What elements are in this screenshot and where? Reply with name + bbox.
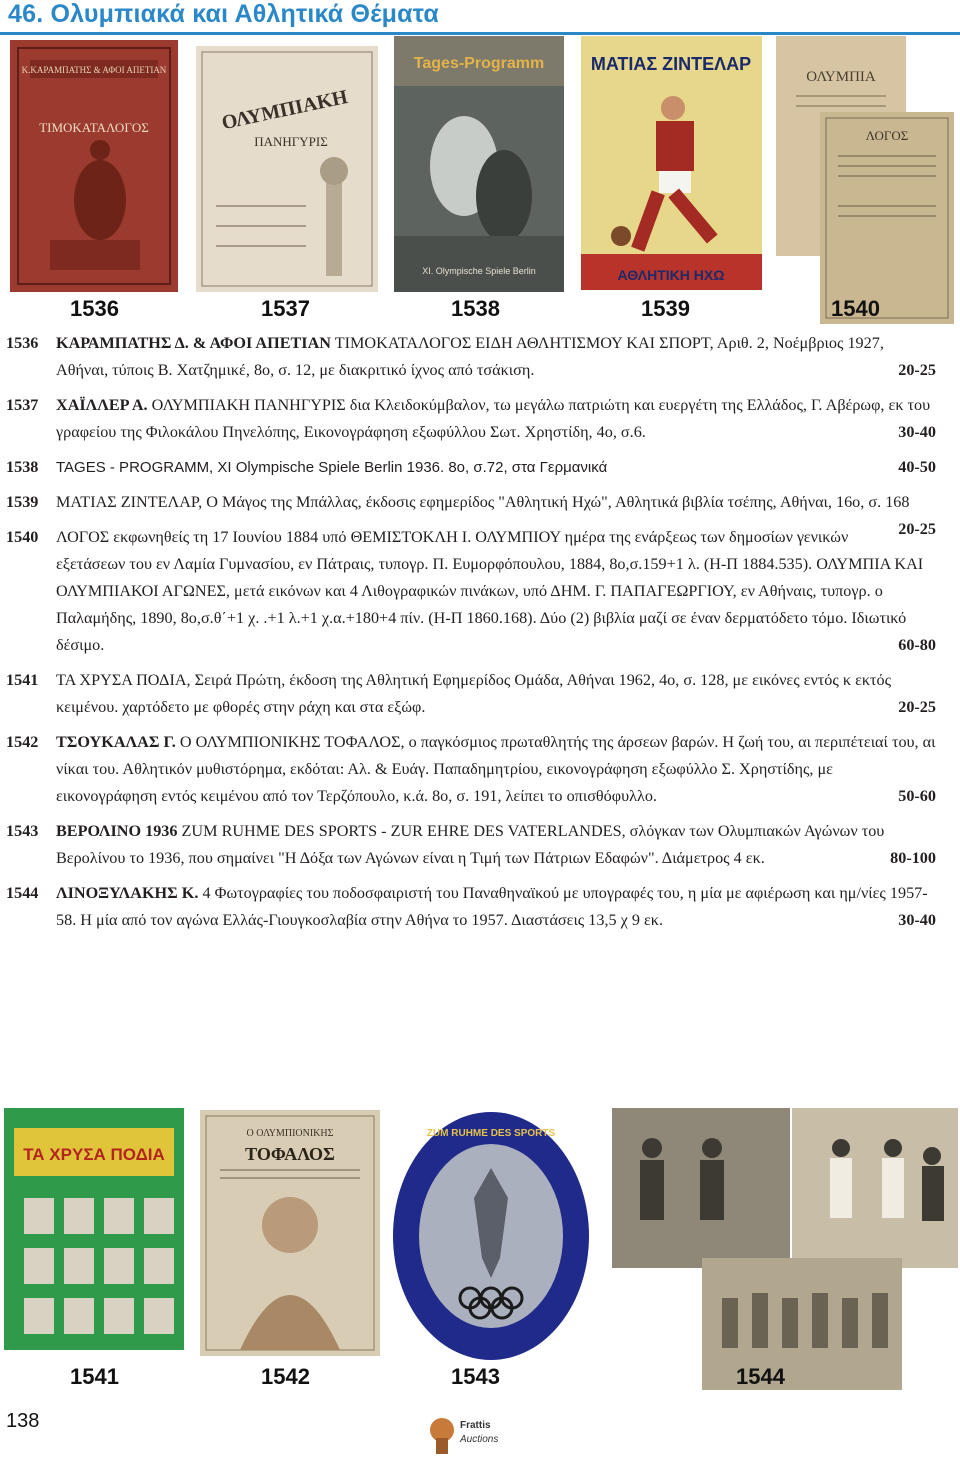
lot-author: ΚΑΡΑΜΠΑΤΗΣ Δ. & ΑΦΟΙ ΑΠΕΤΙΑΝ (56, 334, 331, 352)
lot-price: 80-100 (890, 849, 936, 867)
lot-entry (6, 392, 936, 446)
lot-label-1537: 1537 (261, 296, 310, 321)
lot-number: 1543 (6, 822, 39, 840)
cover-caption: ΛΟΓΟΣ (865, 128, 909, 143)
cover-title: ΟΛΥΜΠΙΑ (806, 69, 876, 85)
svg-text:ΠΑΝΗΓΥΡΙΣ: ΠΑΝΗΓΥΡΙΣ (254, 134, 328, 149)
auction-logo (428, 1400, 524, 1456)
section-title: 46. Ολυμπιακά και Αθλητικά Θέματα (8, 0, 439, 28)
lot-label-1543: 1543 (451, 1364, 500, 1389)
cover-title: ΤΑ ΧΡΥΣΑ ΠΟΔΙΑ (23, 1145, 165, 1164)
lot-entry (6, 818, 936, 872)
lot-number: 1539 (6, 493, 39, 511)
cover-title: Tages-Programm (413, 55, 545, 72)
lot-description: ΜΑΤΙΑΣ ΖΙΝΤΕΛΑΡ, Ο Μάγος της Μπάλλας, έκδοσις εφημερίδος "Αθλητική Ηχώ", Αθλητικά βιβλία τσέπης, Αθήναι, 16ο, σ. 168 (56, 493, 910, 511)
lot-entry (6, 667, 936, 721)
lot-entry (6, 729, 936, 810)
svg-text:Ο ΟΛΥΜΠΙΟΝΙΚΗΣ: Ο ΟΛΥΜΠΙΟΝΙΚΗΣ (246, 1128, 334, 1139)
cover-title: ZUM RUHME DES SPORTS (426, 1128, 556, 1139)
svg-text:Frattis: Frattis (460, 1420, 491, 1431)
cover-title: ΤΟΦΑΛΟΣ (245, 1144, 335, 1164)
cover-caption: ΑΘΛΗΤΙΚΗ ΗΧΩ (617, 267, 725, 283)
lot-author: ΧΑΪΛΛΕΡ Α. (56, 396, 148, 414)
lot-label-1541: 1541 (70, 1364, 119, 1389)
lot-price: 50-60 (898, 787, 936, 805)
lot-label-1544: 1544 (736, 1364, 785, 1389)
lot-label-1540: 1540 (831, 296, 880, 321)
lot-description: ΤΙΜΟΚΑΤΑΛΟΓΟΣ ΕΙΔΗ ΑΘΛΗΤΙΣΜΟΥ ΚΑΙ ΣΠΟΡΤ, Αριθ. 2, Νοέμβριος 1927, Αθήναι, τύποις Β. Χατζημικέ, 8ο, σ. 12, με διακριτικό ίχνος από τσάκιση. (56, 334, 884, 379)
page-number: 138 (6, 1410, 40, 1432)
lot-entry (6, 454, 936, 481)
lot-price: 20-25 (898, 520, 936, 538)
lot-price: 30-40 (898, 423, 936, 441)
lot-entry (6, 524, 936, 659)
lot-description: ZUM RUHME DES SPORTS - ZUR EHRE DES VATERLANDES, σλόγκαν των Ολυμπιακών Αγώνων του Βερολίνου το 1936, που σημαίνει "Η Δόξα των Αγώνων είναι η Τιμή των Πάτριων Εδαφών". Διάμετρος 4 εκ. (56, 822, 885, 867)
lot-author: ΒΕΡΟΛΙΝΟ 1936 (56, 822, 178, 840)
lot-description: ΟΛΥΜΠΙΑΚΗ ΠΑΝΗΓΥΡΙΣ δια Κλειδοκύμβαλον, τω μεγάλω πατριώτη και ευεργέτη της Ελλάδος, Γ. Αβέρωφ, εκ του γραφείου της Φιλοκάλου Πηνελόπης, Εικονογράφηση εξωφύλλου Σωτ. Χρηστίδη, 4ο, σ.6. (56, 396, 931, 441)
lot-price: 30-40 (898, 911, 936, 929)
lot-description: ΤΑ ΧΡΥΣΑ ΠΟΔΙΑ, Σειρά Πρώτη, έκδοση της Αθλητική Εφημερίδος Ομάδα, Αθήναι 1962, 4ο, σ. 128, με εικόνες εντός κ εκτός κειμένου. χαρτόδετο με φθορές στην ράχη και στα εξώφ. (56, 671, 892, 716)
cover-1539-image (581, 36, 762, 290)
lot-description: TAGES - PROGRAMM, XI Olympische Spiele Berlin 1936. 8ο, σ.72, στα Γερμανικά (56, 459, 608, 476)
lot-label-1538: 1538 (451, 296, 500, 321)
lot-number: 1544 (6, 884, 39, 902)
lot-description: Ο ΟΛΥΜΠΙΟΝΙΚΗΣ ΤΟΦΑΛΟΣ, ο παγκόσμιος πρωταθλητής της άρσεων βαρών. Η ζωή του, αι περιπέτειαί του, αι νίκαι του. Αθλητικόν μυθιστόρημα, εκδόται: Αλ. & Ευάγ. Παπαδημητρίου, εικονογράφηση εξωφύλλο Σ. Χρηστίδης, με εικονογράφηση εντός κειμένου από τον Τερζόπουλο, κ.ά. 8ο, σ. 191, λείπει το οπισθόφυλλο. (56, 733, 936, 805)
lot-description: ΛΟΓΟΣ εκφωνηθείς τη 17 Ιουνίου 1884 υπό ΘΕΜΙΣΤΟΚΛΗ Ι. ΟΛΥΜΠΙΟΥ ημέρα της ενάρξεως των δημοσίων γενικών εξετάσεων του εν Λαμία Γυμνασίου, εν Πάτραις, τυπογρ. Π. Ευμορφόπουλου, 1884, 8ο,σ.159+1 λ. (Η-Π 1884.535). ΟΛΥΜΠΙΑ ΚΑΙ ΟΛΥΜΠΙΑΚΟΙ ΑΓΩΝΕΣ, μετά εικόνων και 4 Λιθογραφικών πινάκων, υπό ΔΗΜ. Γ. ΠΑΠΑΓΕΩΡΓΙΟΥ, εν Αθήναις, τυπογρ. ο Παλαμήδης, 1890, 8ο,σ.θ΄+1 χ. .+1 λ.+1 χ.α.+180+4 πίν. (Η-Π 1860.168). Δύο (2) βιβλία μαζί σε έναν δερματόδετο τόμο. Ιδιωτικό δέσιμο. (56, 528, 924, 654)
lot-entry (6, 880, 936, 934)
lot-number: 1541 (6, 671, 39, 689)
lot-number: 1540 (6, 528, 39, 546)
cover-title: ΟΛΥΜΠΙΑΚΗ (219, 86, 350, 135)
header-rule (0, 32, 960, 35)
cover-1540-image (776, 36, 954, 324)
cover-title: ΜΑΤΙΑΣ ΖΙΝΤΕΛΑΡ (590, 54, 752, 74)
page-header (0, 0, 960, 34)
lot-label-1542: 1542 (261, 1364, 310, 1389)
lot-price: 60-80 (898, 636, 936, 654)
svg-text:Κ.ΚΑΡΑΜΠΑΤΗΣ & ΑΦΟΙ ΑΠΕΤΙΑΝ: Κ.ΚΑΡΑΜΠΑΤΗΣ & ΑΦΟΙ ΑΠΕΤΙΑΝ (21, 65, 167, 75)
cover-caption: XI. Olympische Spiele Berlin (422, 266, 536, 276)
svg-text:Auctions: Auctions (460, 1434, 499, 1445)
cover-1542-image (200, 1110, 380, 1356)
cover-1544-image (612, 1108, 958, 1390)
lot-number: 1538 (6, 458, 39, 476)
lot-number: 1536 (6, 334, 39, 352)
cover-title: ΤΙΜΟΚΑΤΑΛΟΓΟΣ (39, 120, 149, 135)
cover-1538-image (394, 36, 564, 292)
cover-1541-image (4, 1108, 184, 1350)
lot-number: 1537 (6, 396, 39, 414)
cover-1536-image (10, 40, 178, 292)
lot-list (6, 330, 936, 942)
lot-price: 20-25 (898, 361, 936, 379)
lot-description: 4 Φωτογραφίες του ποδοσφαιριστή του Παναθηναϊκού με υπογραφές του, η μία με αφιέρωση και ημ/νίες 1957-58. Η μία από τον αγώνα Ελλάς-Γιουγκοσλαβία στην Αθήνα το 1957. Διαστάσεις 13,5 χ 9 εκ. (56, 884, 928, 929)
lot-entry (6, 330, 936, 384)
lot-price: 40-50 (898, 458, 936, 476)
lot-label-1536: 1536 (70, 296, 119, 321)
cover-1543-image (390, 1108, 592, 1364)
lot-label-1539: 1539 (641, 296, 690, 321)
cover-1537-image (196, 46, 378, 292)
lot-author: ΤΣΟΥΚΑΛΑΣ Γ. (56, 733, 176, 751)
lot-author: ΛΙΝΟΞΥΛΑΚΗΣ Κ. (56, 884, 199, 902)
lot-price: 20-25 (898, 698, 936, 716)
lot-number: 1542 (6, 733, 39, 751)
